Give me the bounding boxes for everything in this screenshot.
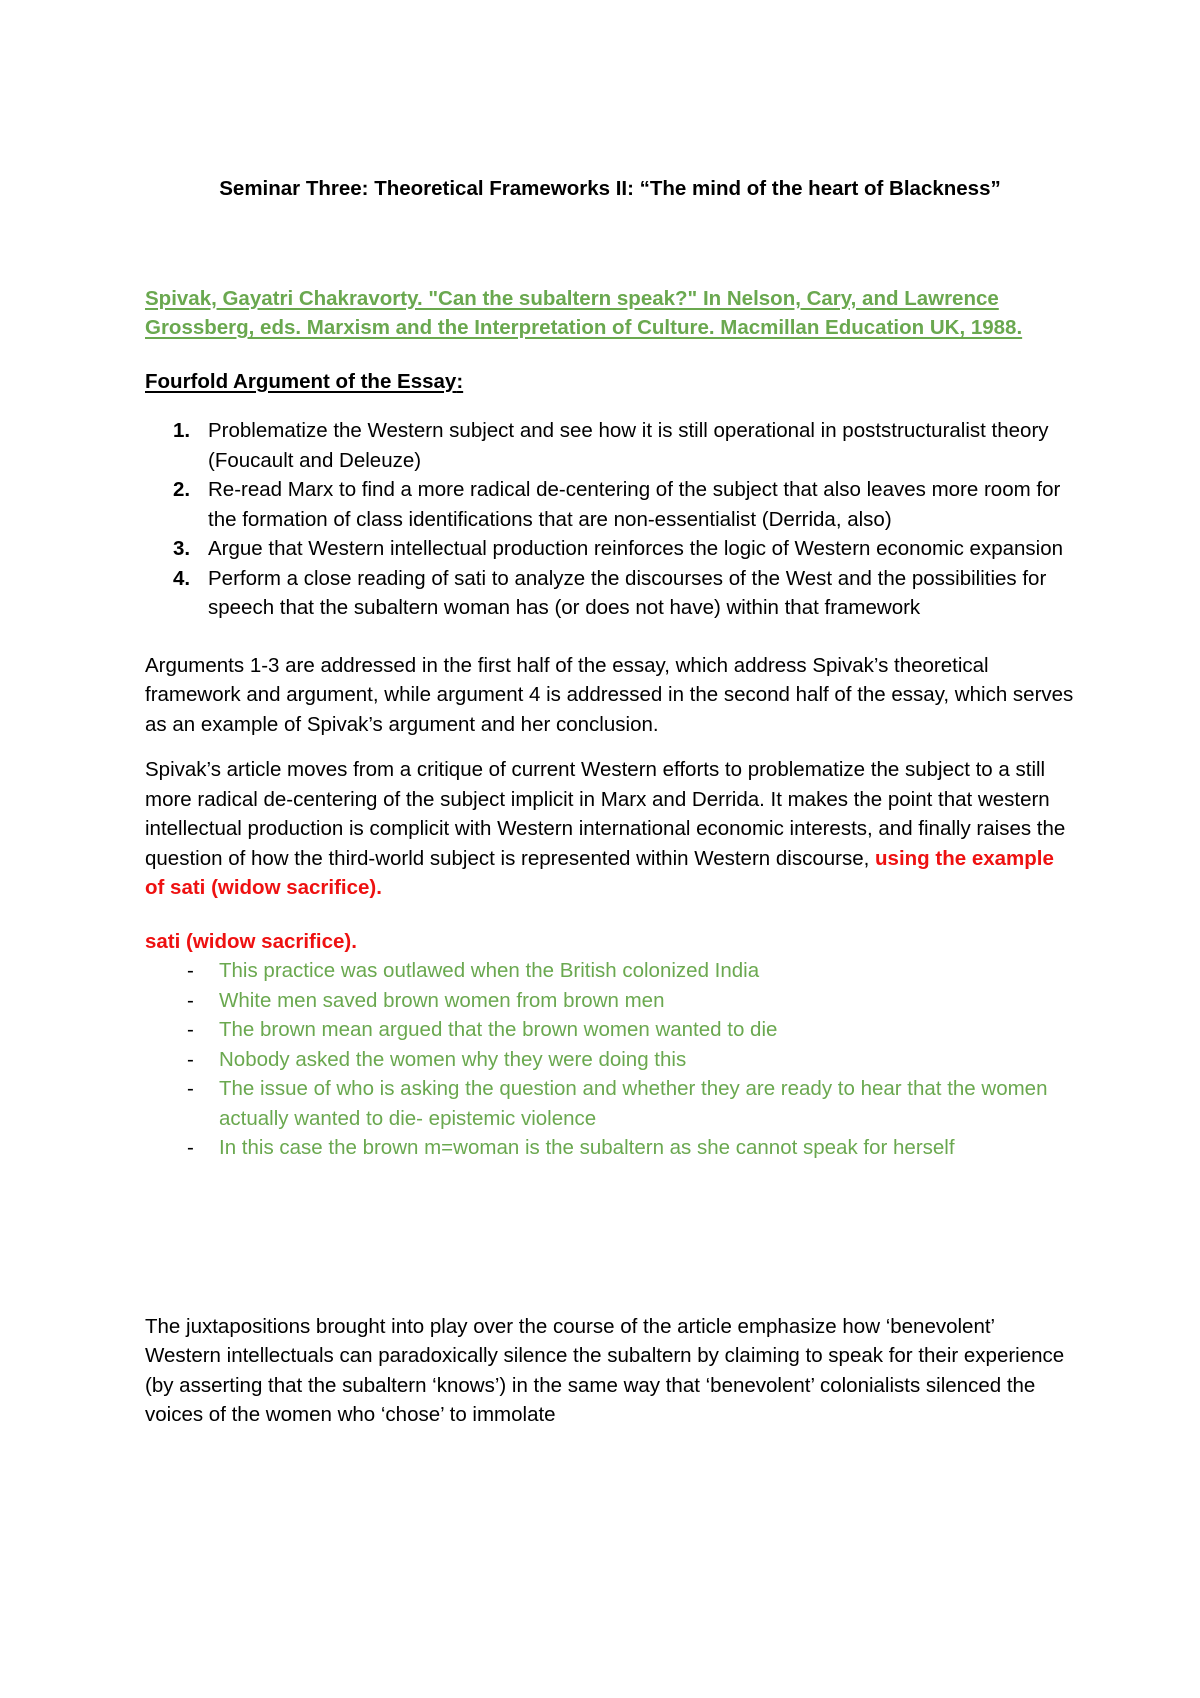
section-heading-colon: :	[456, 369, 464, 393]
section-heading	[145, 367, 1075, 397]
sati-point-text: The brown mean argued that the brown women wanted to die	[219, 1018, 778, 1041]
citation-link[interactable]: Spivak, Gayatri Chakravorty. "Can the subaltern speak?" In Nelson, Cary, and Lawrence Grossberg, eds. Marxism and the Interpretation of Culture. Macmillan Education UK, 1988.	[145, 286, 1023, 339]
page-title: Seminar Three: Theoretical Frameworks II: “The mind of the heart of Blackness”	[219, 177, 1001, 200]
argument-number: 2.	[173, 478, 191, 501]
sati-point	[145, 1074, 1075, 1133]
argument-item	[145, 564, 1075, 623]
argument-text: Re-read Marx to find a more radical de-centering of the subject that also leaves more room for the formation of class identifications that are non-essentialist (Derrida, also)	[208, 478, 1061, 531]
sati-point-text: White men saved brown women from brown men	[219, 988, 665, 1012]
sati-point-text: This practice was outlawed when the British colonized India	[219, 959, 760, 982]
sati-point-text: In this case the brown m=woman is the subaltern as she cannot speak for herself	[219, 1136, 955, 1159]
document-body	[145, 150, 1075, 1430]
argument-item	[145, 416, 1075, 475]
dash-bullet: -	[187, 988, 194, 1012]
sati-points-list	[145, 956, 1075, 1163]
dash-bullet: -	[187, 1018, 194, 1041]
argument-number: 4.	[173, 566, 191, 590]
argument-number: 1.	[173, 419, 191, 442]
argument-item	[145, 475, 1075, 534]
sati-point	[145, 956, 1075, 986]
sati-heading: sati (widow sacrifice).	[145, 929, 357, 953]
dash-bullet: -	[187, 1077, 194, 1100]
sati-point	[145, 1133, 1075, 1163]
dash-bullet: -	[187, 1047, 194, 1071]
analysis-paragraph-text: Spivak’s article moves from a critique of current Western efforts to problematize the subject to a still more radical de-centering of the subject implicit in Marx and Derrida. It makes the point that western intellectual production is complicit with Western international economic interests, and finally raises the question of how the third-world subject is represented within Western discourse,	[145, 758, 1066, 870]
sati-point-text: Nobody asked the women why they were doing this	[219, 1047, 687, 1071]
analysis-highlight: using the example of sati (widow sacrifice).	[145, 846, 1054, 899]
dash-bullet: -	[187, 959, 194, 982]
section-heading-text: Fourfold Argument of the Essay	[145, 369, 457, 393]
summary-paragraph: Arguments 1-3 are addressed in the first half of the essay, which address Spivak’s theoretical framework and argument, while argument 4 is addressed in the second half of the essay, which serves as an example of Spivak’s argument and her conclusion.	[145, 653, 1074, 736]
sati-point	[145, 986, 1075, 1016]
argument-text: Problematize the Western subject and see how it is still operational in poststructuralist theory (Foucault and Deleuze)	[208, 419, 1049, 472]
argument-item	[145, 534, 1075, 564]
conclusion-paragraph: The juxtapositions brought into play over the course of the article emphasize how ‘benevolent’ Western intellectuals can paradoxically silence the subaltern by claiming to speak for their experience (by asserting that the subaltern ‘knows’) in the same way that ‘benevolent’ colonialists silenced the voices of the women who ‘chose’ to immolate	[145, 1314, 1065, 1426]
analysis-paragraph	[145, 755, 1075, 903]
sati-point	[145, 1015, 1075, 1045]
sati-point-text: The issue of who is asking the question and whether they are ready to hear that the women actually wanted to die- epistemic violence	[219, 1077, 1048, 1130]
arguments-list	[145, 416, 1075, 623]
sati-point	[145, 1045, 1075, 1075]
argument-number: 3.	[173, 537, 191, 560]
argument-text: Perform a close reading of sati to analyze the discourses of the West and the possibilities for speech that the subaltern woman has (or does not have) within that framework	[208, 566, 1047, 619]
dash-bullet: -	[187, 1136, 194, 1159]
argument-text: Argue that Western intellectual production reinforces the logic of Western economic expansion	[208, 537, 1064, 560]
